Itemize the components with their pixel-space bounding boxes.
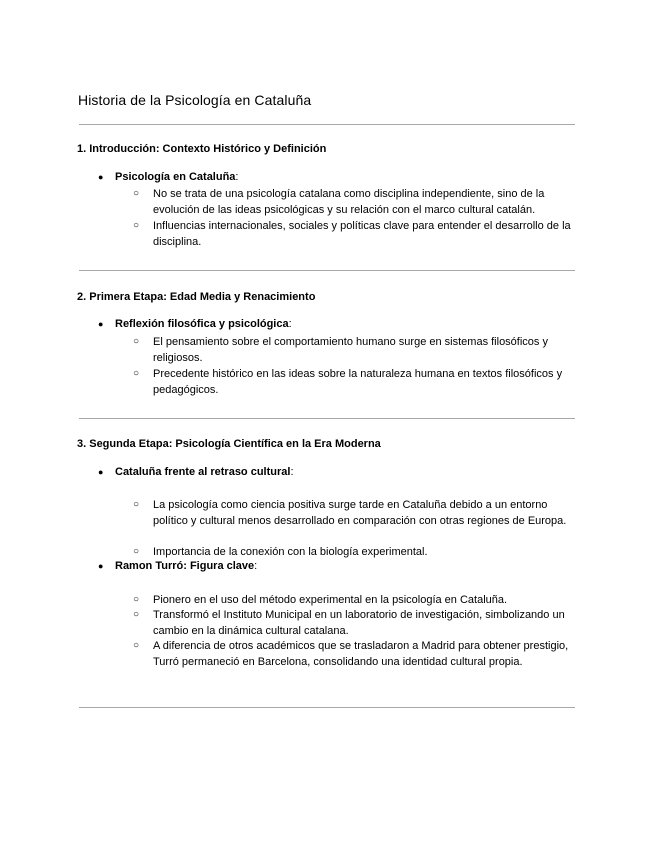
sub-bullet-item xyxy=(133,218,583,250)
bullet-circle-icon: ○ xyxy=(133,640,140,651)
bullet-dot-icon: ● xyxy=(98,467,104,477)
sub-bullet-item xyxy=(133,638,583,670)
sub-bullet-item xyxy=(133,366,583,398)
bullet-circle-icon: ○ xyxy=(133,368,140,379)
horizontal-rule xyxy=(79,418,575,419)
sub-bullet-text: La psicología como ciencia positiva surge tarde en Cataluña debido a un entorno político y cultural menos desarrollado en comparación con otras regiones de Europa. xyxy=(153,499,567,527)
document-title: Historia de la Psicología en Cataluña xyxy=(78,92,312,108)
horizontal-rule xyxy=(79,707,575,708)
bullet-item: ● Reflexión filosófica y psicológica: xyxy=(98,318,292,330)
bullet-circle-icon: ○ xyxy=(133,220,140,231)
sub-bullet-text: Precedente histórico en las ideas sobre la naturaleza humana en textos filosóficos y pedagógicos. xyxy=(153,368,563,396)
bullet-term: Ramon Turró: Figura clave xyxy=(115,560,255,572)
bullet-item: ● Ramon Turró: Figura clave: xyxy=(98,560,258,572)
sub-bullet-text: A diferencia de otros académicos que se trasladaron a Madrid para obtener prestigio, Turró permaneció en Barcelona, consolidando una identidad cultural propia. xyxy=(153,640,569,668)
section-heading: 3. Segunda Etapa: Psicología Científica en la Era Moderna xyxy=(77,438,381,450)
bullet-circle-icon: ○ xyxy=(133,594,140,605)
section-heading: 1. Introducción: Contexto Histórico y Definición xyxy=(77,143,327,155)
bullet-circle-icon: ○ xyxy=(133,546,140,557)
sub-bullet-text: Importancia de la conexión con la biología experimental. xyxy=(153,546,428,558)
bullet-dot-icon: ● xyxy=(98,172,104,182)
sub-bullet-item xyxy=(133,544,583,560)
bullet-item: ● Psicología en Cataluña: xyxy=(98,171,239,183)
bullet-term: Psicología en Cataluña xyxy=(115,171,236,183)
sub-bullet-text: El pensamiento sobre el comportamiento humano surge en sistemas filosóficos y religiosos. xyxy=(153,336,548,364)
sub-bullet-item xyxy=(133,186,583,218)
bullet-item: ● Cataluña frente al retraso cultural: xyxy=(98,466,294,478)
sub-bullet-text: Pionero en el uso del método experimental en la psicología en Cataluña. xyxy=(153,594,508,606)
sub-bullet-item xyxy=(133,607,583,639)
section-heading: 2. Primera Etapa: Edad Media y Renacimiento xyxy=(77,291,316,303)
bullet-circle-icon: ○ xyxy=(133,609,140,620)
sub-bullet-text: Influencias internacionales, sociales y políticas clave para entender el desarrollo de la disciplina. xyxy=(153,220,571,248)
bullet-dot-icon: ● xyxy=(98,561,104,571)
sub-bullet-text: Transformó el Instituto Municipal en un laboratorio de investigación, simbolizando un cambio en la dinámica cultural catalana. xyxy=(153,609,565,637)
sub-bullet-text: No se trata de una psicología catalana como disciplina independiente, sino de la evolución de las ideas psicológicas y su relación con el marco cultural catalán. xyxy=(153,188,545,216)
horizontal-rule xyxy=(79,124,575,125)
sub-bullet-item xyxy=(133,592,583,608)
bullet-term: Reflexión filosófica y psicológica xyxy=(115,318,289,330)
bullet-circle-icon: ○ xyxy=(133,188,140,199)
bullet-dot-icon: ● xyxy=(98,319,104,329)
bullet-term: Cataluña frente al retraso cultural xyxy=(115,466,291,478)
bullet-circle-icon: ○ xyxy=(133,336,140,347)
horizontal-rule xyxy=(79,270,575,271)
sub-bullet-item xyxy=(133,497,583,529)
bullet-circle-icon: ○ xyxy=(133,499,140,510)
sub-bullet-item xyxy=(133,334,583,366)
